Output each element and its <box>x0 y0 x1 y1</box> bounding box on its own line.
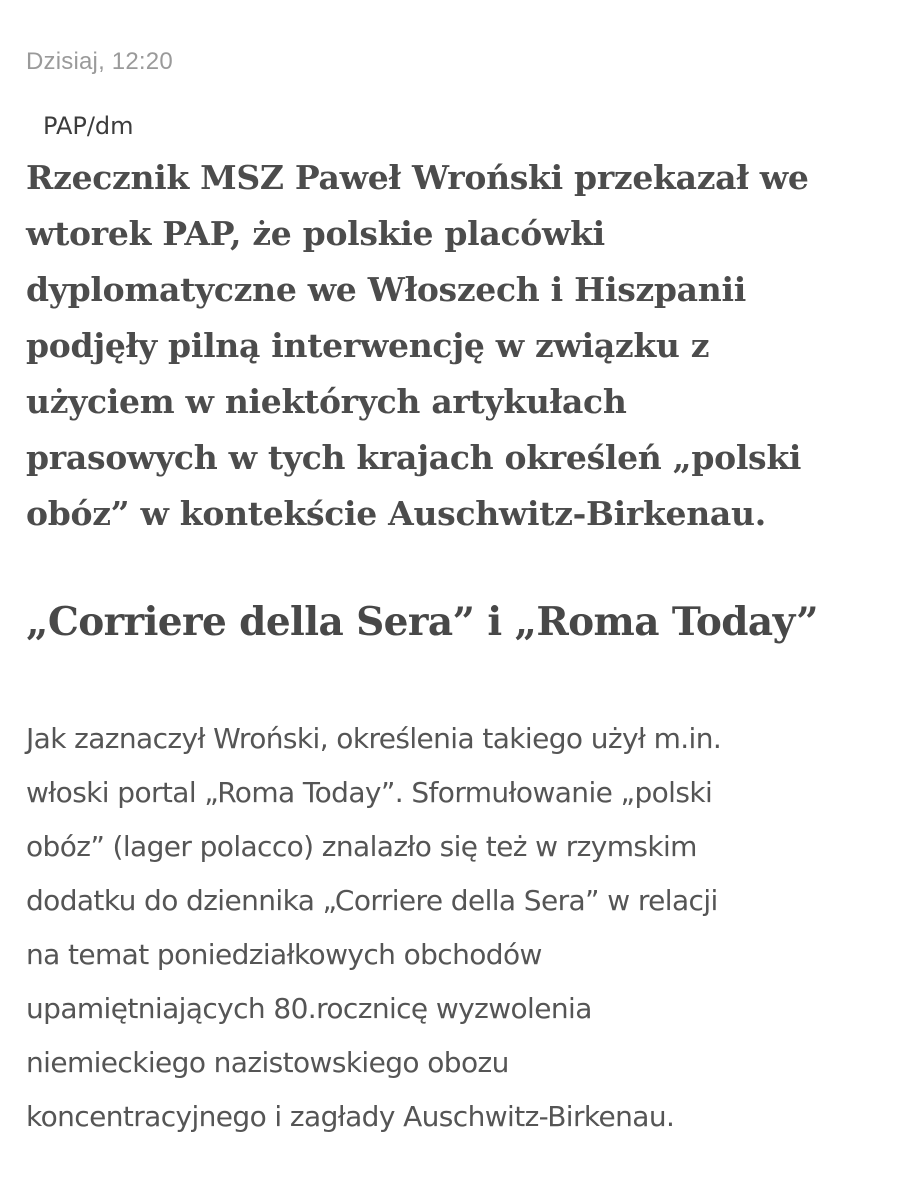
body-line: Jak zaznaczył Wroński, określenia takiego użył m.in. <box>26 722 722 755</box>
article-lead <box>26 150 896 542</box>
body-line: upamiętniających 80.rocznicę wyzwolenia <box>26 992 592 1025</box>
lead-line: dyplomatyczne we Włoszech i Hiszpanii <box>26 270 746 309</box>
article-timestamp: Dzisiaj, 12:20 <box>26 48 173 75</box>
lead-line: prasowych w tych krajach określeń „polski <box>26 438 802 477</box>
section-heading: „Corriere della Sera” i „Roma Today” <box>26 599 818 645</box>
lead-line: wtorek PAP, że polskie placówki <box>26 214 605 253</box>
body-line: obóz” (lager polacco) znalazło się też w rzymskim <box>26 830 697 863</box>
lead-line: Rzecznik MSZ Paweł Wroński przekazał we <box>26 158 809 197</box>
article-source: PAP/dm <box>43 112 134 140</box>
body-line: na temat poniedziałkowych obchodów <box>26 938 542 971</box>
body-line: włoski portal „Roma Today”. Sformułowanie „polski <box>26 776 713 809</box>
lead-line: obóz” w kontekście Auschwitz-Birkenau. <box>26 494 766 533</box>
lead-line: użyciem w niektórych artykułach <box>26 382 627 421</box>
body-line: koncentracyjnego i zagłady Auschwitz-Birkenau. <box>26 1100 675 1133</box>
article-body <box>26 712 896 1144</box>
lead-line: podjęły pilną interwencję w związku z <box>26 326 710 365</box>
body-line: niemieckiego nazistowskiego obozu <box>26 1046 509 1079</box>
body-line: dodatku do dziennika „Corriere della Sera” w relacji <box>26 884 718 917</box>
